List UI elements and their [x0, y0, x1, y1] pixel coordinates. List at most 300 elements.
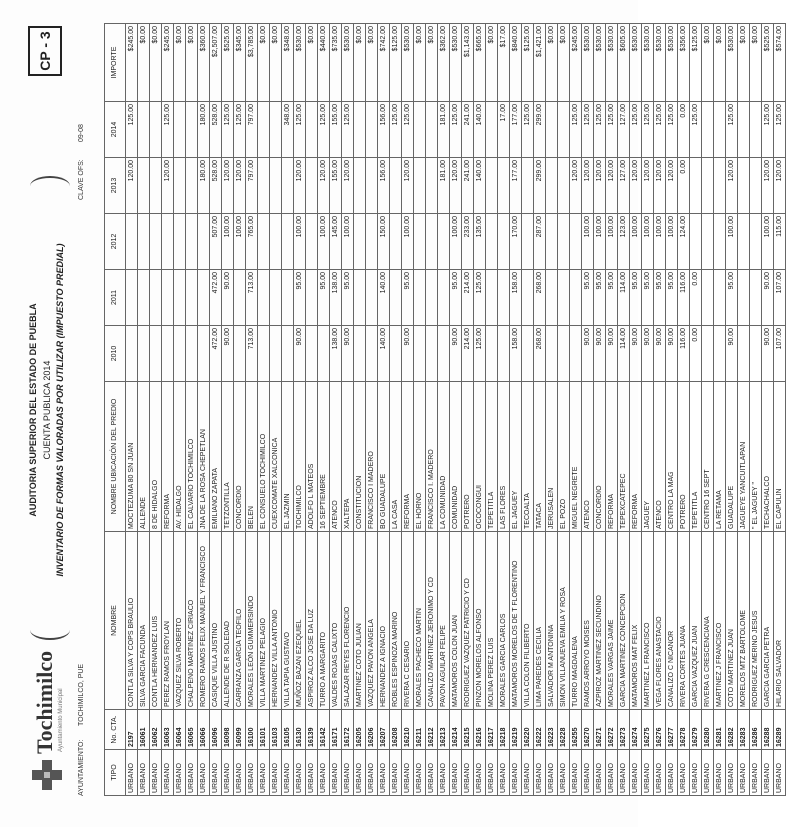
table-cell: 120.00	[666, 158, 678, 214]
table-cell: 16278	[678, 710, 690, 750]
table-cell: URBANO	[426, 750, 438, 796]
table-cell: 16206	[366, 710, 378, 750]
table-row	[666, 24, 678, 796]
table-cell: URBANO	[246, 750, 258, 796]
table-cell: $0.00	[306, 24, 318, 102]
table-row	[738, 24, 750, 796]
table-cell: URBANO	[330, 750, 342, 796]
column-header: NOMBRE UBICACIÓN DEL PREDIO	[105, 382, 126, 532]
table-cell: SALAZAR REYES FLORENCIO	[342, 532, 354, 710]
table-cell: 16279	[690, 710, 702, 750]
table-cell: URBANO	[354, 750, 366, 796]
table-cell: 140.00	[378, 326, 390, 382]
table-cell: 2197	[126, 710, 138, 750]
table-cell: URBANO	[462, 750, 474, 796]
table-cell: URBANO	[378, 750, 390, 796]
table-cell: 16283	[738, 710, 750, 750]
table-cell: $0.00	[714, 24, 726, 102]
table-cell: 158.00	[510, 326, 522, 382]
table-cell	[486, 326, 498, 382]
table-cell: URBANO	[198, 750, 210, 796]
table-cell: ROBLES ESPINOZA MARINO	[390, 532, 402, 710]
table-cell	[522, 214, 534, 270]
table-row	[714, 24, 726, 796]
table-row	[306, 24, 318, 796]
table-cell	[282, 214, 294, 270]
table-cell: 765.00	[246, 214, 258, 270]
table-cell: 125.00	[402, 102, 414, 158]
ayuntamiento-value: TOCHIMILCO, PUE	[78, 663, 85, 726]
table-cell: 95.00	[402, 270, 414, 326]
table-cell: CONCORDIO	[234, 382, 246, 532]
table-cell: CENTRO LA MAG	[666, 382, 678, 532]
table-cell: 120.00	[762, 158, 774, 214]
table-cell: 90.00	[630, 326, 642, 382]
table-cell	[126, 270, 138, 326]
table-cell: OCOCONGUI	[474, 382, 486, 532]
table-cell	[186, 326, 198, 382]
table-row	[474, 24, 486, 796]
table-cell: URBANO	[666, 750, 678, 796]
table-cell	[426, 214, 438, 270]
table-cell	[414, 102, 426, 158]
table-cell	[498, 214, 510, 270]
table-cell	[738, 214, 750, 270]
table-row	[774, 24, 786, 796]
table-cell: 120.00	[126, 158, 138, 214]
table-cell	[390, 270, 402, 326]
table-cell	[738, 270, 750, 326]
table-cell	[198, 214, 210, 270]
table-cell: URBANO	[678, 750, 690, 796]
table-cell: $530.00	[606, 24, 618, 102]
table-cell	[306, 102, 318, 158]
table-cell: URBANO	[654, 750, 666, 796]
table-cell: $0.00	[138, 24, 150, 102]
table-cell: URBANO	[162, 750, 174, 796]
table-row	[378, 24, 390, 796]
table-cell: 797.00	[246, 158, 258, 214]
table-row	[426, 24, 438, 796]
column-header: 2014	[105, 102, 126, 158]
table-cell	[558, 270, 570, 326]
table-cell	[690, 214, 702, 270]
table-cell: 16130	[294, 710, 306, 750]
table-cell: MORALES VARGAS JAIME	[606, 532, 618, 710]
table-cell: TOCHIMILCO	[294, 382, 306, 532]
table-cell: $345.00	[234, 24, 246, 102]
table-cell	[486, 270, 498, 326]
table-cell: 16061	[138, 710, 150, 750]
table-cell: FRANCISCO I MADERO	[366, 382, 378, 532]
table-cell: 16218	[498, 710, 510, 750]
table-cell: 90.00	[222, 326, 234, 382]
table-cell: 16255	[570, 710, 582, 750]
table-row	[234, 24, 246, 796]
table-cell: 90.00	[666, 326, 678, 382]
table-cell: 125.00	[294, 102, 306, 158]
table-cell: XALTEPA	[342, 382, 354, 532]
table-cell: 16207	[378, 710, 390, 750]
table-cell: JAGUEYE YANCUITLAPAN	[738, 382, 750, 532]
table-cell: 116.00	[678, 326, 690, 382]
table-cell: 120.00	[582, 158, 594, 214]
table-cell: $530.00	[342, 24, 354, 102]
table-cell: 120.00	[402, 158, 414, 214]
table-cell: 16064	[174, 710, 186, 750]
table-row	[594, 24, 606, 796]
table-cell: URBANO	[558, 750, 570, 796]
table-cell	[162, 270, 174, 326]
table-cell: 125.00	[690, 102, 702, 158]
table-cell: MORALES PACHECO MARTIN	[414, 532, 426, 710]
right-bracket-ornament	[30, 176, 70, 196]
table-cell: 100.00	[642, 214, 654, 270]
table-cell: 120.00	[342, 158, 354, 214]
table-cell: $17.00	[498, 24, 510, 102]
table-row	[162, 24, 174, 796]
table-row	[342, 24, 354, 796]
table-cell: $530.00	[594, 24, 606, 102]
table-cell: CONTLA HERNANDEZ LUIS	[150, 532, 162, 710]
table-cell: 16220	[522, 710, 534, 750]
table-cell: 140.00	[474, 158, 486, 214]
table-cell: 16205	[354, 710, 366, 750]
column-header: 2012	[105, 214, 126, 270]
table-row	[570, 24, 582, 796]
table-cell: CONCORDIO	[594, 382, 606, 532]
table-row	[630, 24, 642, 796]
table-cell: EL HORNO	[414, 382, 426, 532]
table-row	[270, 24, 282, 796]
table-cell: EL JAZMIN	[282, 382, 294, 532]
table-cell: POTRERO	[678, 382, 690, 532]
table-row	[366, 24, 378, 796]
table-cell: RAMOS ARROYO MOISES	[582, 532, 594, 710]
table-cell: 16223	[546, 710, 558, 750]
table-row	[678, 24, 690, 796]
table-cell: 140.00	[474, 102, 486, 158]
table-cell	[234, 270, 246, 326]
table-cell: $574.00	[774, 24, 786, 102]
table-cell: VILLA COLON FILIBERTO	[522, 532, 534, 710]
table-cell	[558, 102, 570, 158]
table-cell: URBANO	[486, 750, 498, 796]
table-cell: 120.00	[642, 158, 654, 214]
table-row	[642, 24, 654, 796]
table-cell: MARTINEZ L FRANCISCO	[642, 532, 654, 710]
table-cell: $605.00	[618, 24, 630, 102]
table-cell: 713.00	[246, 326, 258, 382]
table-cell: $530.00	[630, 24, 642, 102]
table-cell: 125.00	[234, 102, 246, 158]
table-row	[762, 24, 774, 796]
table-cell: 17.00	[498, 102, 510, 158]
table-cell: 125.00	[342, 102, 354, 158]
table-cell: TURRO A MARGARITO	[318, 532, 330, 710]
table-cell	[546, 270, 558, 326]
table-cell	[138, 326, 150, 382]
table-cell: $0.00	[414, 24, 426, 102]
table-cell: $0.00	[174, 24, 186, 102]
table-cell: 95.00	[606, 270, 618, 326]
table-cell: 120.00	[570, 158, 582, 214]
table-cell: RIVERA G CRESCENCIANA	[702, 532, 714, 710]
table-cell	[498, 326, 510, 382]
table-cell: 16216	[474, 710, 486, 750]
table-cell	[270, 270, 282, 326]
table-cell: MARTINEZ J FRANCISCO	[714, 532, 726, 710]
table-cell: $530.00	[294, 24, 306, 102]
table-cell: COMUNIDAD	[450, 382, 462, 532]
table-row	[582, 24, 594, 796]
table-header-row	[105, 24, 126, 796]
table-cell: 95.00	[726, 270, 738, 326]
table-cell: SIMON VILLANUEVA EMILIA Y ROSA	[558, 532, 570, 710]
table-cell: $0.00	[150, 24, 162, 102]
table-cell	[546, 158, 558, 214]
table-cell	[270, 102, 282, 158]
table-cell	[138, 102, 150, 158]
table-cell: REFORMA	[162, 382, 174, 532]
table-cell: LAS FLORES	[498, 382, 510, 532]
table-cell: 120.00	[774, 158, 786, 214]
table-cell: 90.00	[726, 326, 738, 382]
table-cell: 125.00	[222, 102, 234, 158]
table-cell: $125.00	[522, 24, 534, 102]
table-cell: $0.00	[270, 24, 282, 102]
table-cell: VILLA MARTINEZ PELAGIO	[258, 532, 270, 710]
table-cell	[366, 102, 378, 158]
table-cell: 123.00	[618, 214, 630, 270]
table-cell: 125.00	[630, 102, 642, 158]
table-cell	[546, 326, 558, 382]
table-cell: 95.00	[318, 270, 330, 326]
table-cell: 100.00	[318, 214, 330, 270]
table-row	[390, 24, 402, 796]
table-cell: 116.00	[678, 270, 690, 326]
table-cell	[270, 158, 282, 214]
table-cell: 125.00	[726, 102, 738, 158]
table-cell: $0.00	[558, 24, 570, 102]
table-cell	[702, 214, 714, 270]
table-cell: 138.00	[330, 270, 342, 326]
table-cell: 125.00	[774, 102, 786, 158]
table-cell	[354, 214, 366, 270]
table-cell	[366, 214, 378, 270]
table-cell: 16288	[762, 710, 774, 750]
table-cell: 16286	[750, 710, 762, 750]
table-cell: $0.00	[258, 24, 270, 102]
table-cell: 107.00	[774, 326, 786, 382]
table-row	[690, 24, 702, 796]
table-cell: URBANO	[438, 750, 450, 796]
table-cell: URBANO	[174, 750, 186, 796]
table-cell: 16208	[390, 710, 402, 750]
table-cell: 125.00	[318, 102, 330, 158]
table-cell	[414, 158, 426, 214]
table-cell: URBANO	[474, 750, 486, 796]
table-row	[354, 24, 366, 796]
table-cell: URBANO	[258, 750, 270, 796]
table-cell: 0.00	[690, 270, 702, 326]
table-cell: 95.00	[582, 270, 594, 326]
table-cell: $0.00	[702, 24, 714, 102]
table-cell: $1,421.00	[534, 24, 546, 102]
table-cell: 299.00	[534, 158, 546, 214]
table-cell: SALVADOR M ANTONINA	[546, 532, 558, 710]
table-cell: HERNANDEZ VILLA ANTONIO	[270, 532, 282, 710]
table-cell: URBANO	[234, 750, 246, 796]
table-cell: $0.00	[354, 24, 366, 102]
table-cell	[354, 102, 366, 158]
table-row	[462, 24, 474, 796]
table-cell: $525.00	[222, 24, 234, 102]
table-cell: 16100	[246, 710, 258, 750]
table-cell: GARCIA MARTINEZ CONCEPCION	[618, 532, 630, 710]
table-cell: MATAMOROS MORELOS DE T FLORENTINO	[510, 532, 522, 710]
table-cell: 100.00	[762, 214, 774, 270]
table-cell: " EL JAGUEY "	[750, 382, 762, 532]
table-cell: URBANO	[618, 750, 630, 796]
table-cell	[150, 102, 162, 158]
table-cell: URBANO	[390, 750, 402, 796]
column-header: 2010	[105, 326, 126, 382]
table-cell: URBANO	[450, 750, 462, 796]
table-row	[126, 24, 138, 796]
table-cell: $0.00	[486, 24, 498, 102]
table-cell	[486, 102, 498, 158]
table-cell: ATENCO	[654, 382, 666, 532]
table-cell: $0.00	[366, 24, 378, 102]
table-cell: $525.00	[762, 24, 774, 102]
column-header: IMPORTE	[105, 24, 126, 102]
table-cell: POTRERO	[462, 382, 474, 532]
table-cell: 100.00	[294, 214, 306, 270]
table-cell: 95.00	[654, 270, 666, 326]
table-cell: $530.00	[402, 24, 414, 102]
table-cell: 16222	[534, 710, 546, 750]
table-cell: 16275	[642, 710, 654, 750]
table-cell: 158.00	[510, 270, 522, 326]
table-row	[138, 24, 150, 796]
table-cell	[258, 102, 270, 158]
table-row	[702, 24, 714, 796]
table-cell: 233.00	[462, 214, 474, 270]
table-cell: 16217	[486, 710, 498, 750]
table-cell: $245.00	[162, 24, 174, 102]
table-cell	[258, 326, 270, 382]
table-cell: 114.00	[618, 326, 630, 382]
table-cell: URBANO	[342, 750, 354, 796]
table-cell: MARTINEZ COTO JULIAN	[354, 532, 366, 710]
table-cell: 528.00	[210, 102, 222, 158]
table-cell: URBANO	[762, 750, 774, 796]
table-cell: TATACA	[534, 382, 546, 532]
table-cell	[486, 158, 498, 214]
table-cell	[186, 158, 198, 214]
table-cell	[390, 214, 402, 270]
table-cell	[258, 158, 270, 214]
table-cell: 177.00	[510, 158, 522, 214]
table-cell	[438, 326, 450, 382]
table-cell: 90.00	[606, 326, 618, 382]
table-cell: 0.00	[690, 326, 702, 382]
table-cell: 125.00	[666, 102, 678, 158]
table-cell: URBANO	[306, 750, 318, 796]
table-cell: 90.00	[294, 326, 306, 382]
table-cell: TEPEXCATEPEC	[618, 382, 630, 532]
table-cell	[714, 158, 726, 214]
table-cell: URBANO	[642, 750, 654, 796]
table-cell: 100.00	[606, 214, 618, 270]
table-cell	[714, 270, 726, 326]
table-cell: 127.00	[618, 158, 630, 214]
table-row	[654, 24, 666, 796]
table-row	[522, 24, 534, 796]
table-cell: 156.00	[378, 102, 390, 158]
table-cell: CASIQUE VILLA JUSTINO	[210, 532, 222, 710]
table-cell	[414, 326, 426, 382]
table-cell	[282, 326, 294, 382]
table-row	[606, 24, 618, 796]
table-cell: TEPETITLA	[690, 382, 702, 532]
table-cell	[738, 102, 750, 158]
table-cell: 16213	[438, 710, 450, 750]
table-cell	[186, 214, 198, 270]
table-cell: 16282	[726, 710, 738, 750]
table-cell	[522, 326, 534, 382]
table-cell: 16212	[426, 710, 438, 750]
table-cell: GARCIA GARCIA PETRA	[762, 532, 774, 710]
column-header: TIPO	[105, 750, 126, 796]
table-cell: ADOLFO L MATEOS	[306, 382, 318, 532]
table-cell: 125.00	[654, 102, 666, 158]
table-row	[486, 24, 498, 796]
table-cell: 16277	[666, 710, 678, 750]
table-cell: URBANO	[582, 750, 594, 796]
table-cell: $0.00	[186, 24, 198, 102]
table-cell: REFORMA	[402, 382, 414, 532]
table-cell: 16142	[318, 710, 330, 750]
table-body	[126, 24, 786, 796]
table-cell: 472.00	[210, 326, 222, 382]
table-cell: TECHACHALCO	[762, 382, 774, 532]
table-cell	[438, 214, 450, 270]
column-header: 2013	[105, 158, 126, 214]
table-cell: 90.00	[342, 326, 354, 382]
table-cell: 16274	[630, 710, 642, 750]
table-cell	[162, 326, 174, 382]
table-cell: 16103	[270, 710, 282, 750]
table-cell: 100.00	[654, 214, 666, 270]
table-cell	[270, 214, 282, 270]
table-cell: JNA DE LA ROSA CHEPETLAN	[198, 382, 210, 532]
table-cell: URBANO	[126, 750, 138, 796]
table-cell	[150, 270, 162, 326]
table-cell	[546, 102, 558, 158]
table-cell: 90.00	[222, 270, 234, 326]
table-cell: 90.00	[762, 326, 774, 382]
table-cell: $530.00	[582, 24, 594, 102]
table-cell: AV. HIDALGO	[174, 382, 186, 532]
table-cell	[426, 270, 438, 326]
table-cell: 348.00	[282, 102, 294, 158]
table-cell	[558, 214, 570, 270]
table-cell: URBANO	[546, 750, 558, 796]
table-cell: ALLENDE	[138, 382, 150, 532]
table-cell: 16271	[594, 710, 606, 750]
